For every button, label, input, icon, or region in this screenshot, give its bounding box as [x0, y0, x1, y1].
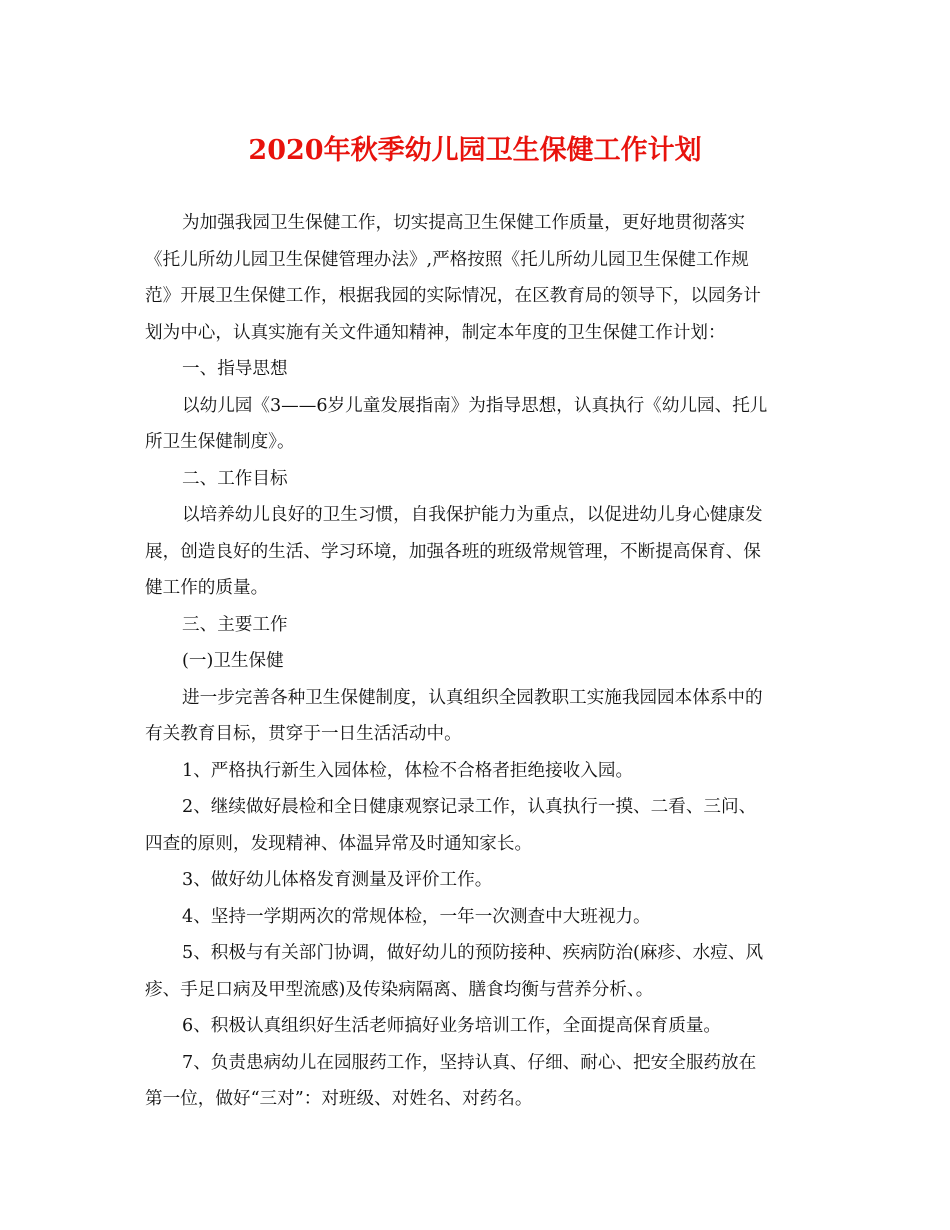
text-line: 一、指导思想	[182, 359, 288, 379]
text-line: 范》开展卫生保健工作，根据我园的实际情况，在区教育局的领导下，以园务计	[145, 286, 761, 306]
text-line: 展，创造良好的生活、学习环境，加强各班的班级常规管理，不断提高保育、保	[145, 541, 761, 562]
document-body	[145, 205, 810, 1118]
text-line: 6、积极认真组织好生活老师搞好业务培训工作，全面提高保育质量。	[182, 1016, 722, 1036]
text-line: 以培养幼儿良好的卫生习惯，自我保护能力为重点，以促进幼儿身心健康发	[182, 505, 763, 525]
text-line: 第一位，做好“三对”：对班级、对姓名、对药名。	[145, 1089, 533, 1109]
text-line: 二、工作目标	[182, 468, 288, 489]
text-line: 3、做好幼儿体格发育测量及评价工作。	[182, 870, 493, 890]
text-line: 所卫生保健制度》。	[145, 432, 295, 452]
text-line: 2、继续做好晨检和全日健康观察记录工作，认真执行一摸、二看、三问、	[182, 797, 757, 817]
text-line: 划为中心，认真实施有关文件通知精神，制定本年度的卫生保健工作计划：	[145, 322, 726, 343]
text-line: 进一步完善各种卫生保健制度，认真组织全园教职工实施我园园本体系中的	[182, 687, 763, 708]
text-line: 《托儿所幼儿园卫生保健管理办法》,严格按照《托儿所幼儿园卫生保健工作规	[145, 249, 749, 270]
text-line: 有关教育目标，贯穿于一日生活活动中。	[145, 724, 462, 744]
text-line: 1、严格执行新生入园体检，体检不合格者拒绝接收入园。	[182, 760, 634, 781]
text-line: (一)卫生保健	[182, 651, 284, 671]
text-line: 疹、手足口病及甲型流感)及传染病隔离、膳食均衡与营养分析、。	[145, 979, 654, 1000]
text-line: 4、坚持一学期两次的常规体检，一年一次测查中大班视力。	[182, 906, 651, 927]
text-line: 为加强我园卫生保健工作，切实提高卫生保健工作质量，更好地贯彻落实	[182, 213, 746, 233]
text-line: 三、主要工作	[182, 614, 288, 635]
text-line: 5、积极与有关部门协调，做好幼儿的预防接种、疾病防治(麻疹、水痘、风	[182, 943, 764, 963]
text-line: 7、负责患病幼儿在园服药工作，坚持认真、仔细、耐心、把安全服药放在	[182, 1052, 757, 1073]
text-line: 健工作的质量。	[145, 578, 269, 598]
document-title: 2020年秋季幼儿园卫生保健工作计划	[248, 135, 702, 166]
text-line: 四查的原则，发现精神、体温异常及时通知家长。	[145, 833, 533, 854]
text-line: 以幼儿园《3——6岁儿童发展指南》为指导思想，认真执行《幼儿园、托儿	[182, 395, 768, 416]
